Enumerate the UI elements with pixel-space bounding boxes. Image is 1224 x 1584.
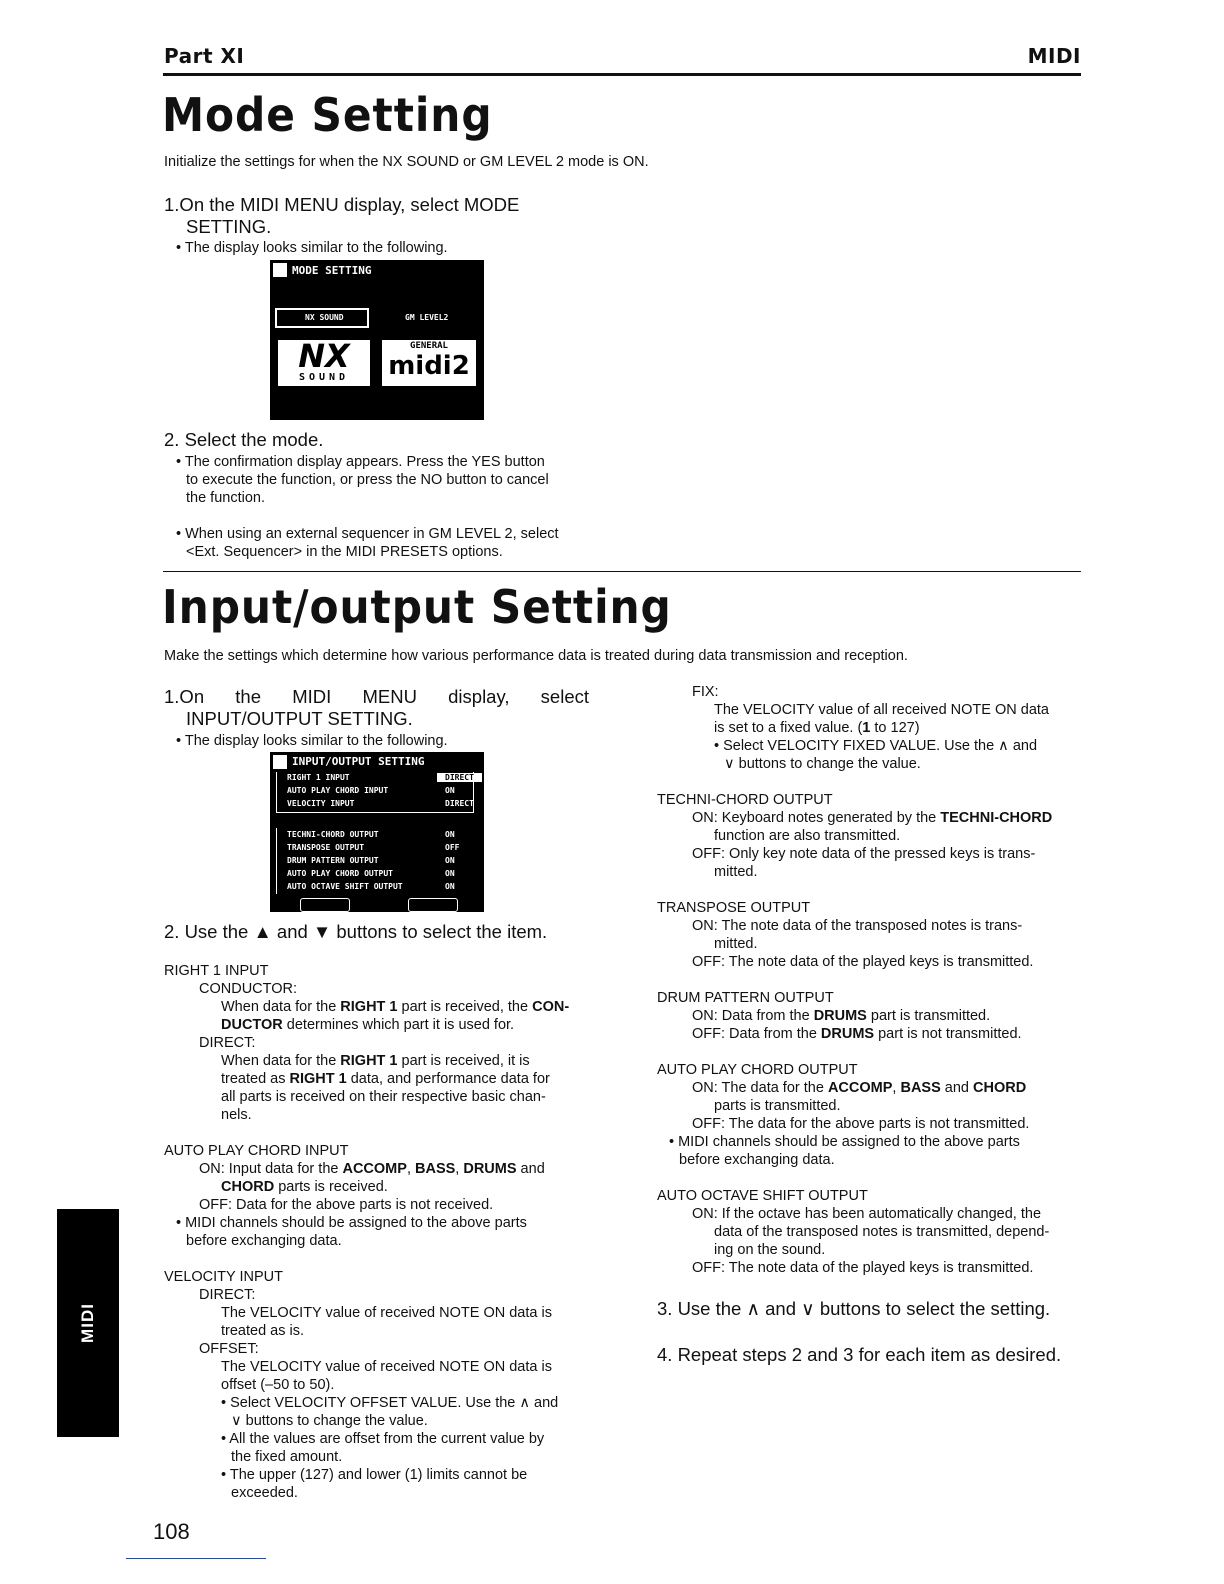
footer-rule xyxy=(126,1558,266,1559)
io-output-group: TECHNI-CHORD OUTPUT ON TRANSPOSE OUTPUT OFF DRUM PATTERN OUTPUT ON AUTO PLAY CHORD OUTPUT ON AUTO OCTAVE SHIFT OUTPUT ON xyxy=(276,828,473,894)
up-down-button-left[interactable] xyxy=(300,898,350,912)
techni-chord-output-section: TECHNI-CHORD OUTPUT ON: Keyboard notes generated by the TECHNI-CHORD function are also transmitted. OFF: Only key note data of the pressed keys is trans- mitted. xyxy=(657,792,1053,880)
nx-sound-logo: NX SOUND xyxy=(278,340,370,386)
mode-setting-display xyxy=(270,260,484,420)
right1-input-section: RIGHT 1 INPUT CONDUCTOR: When data for the RIGHT 1 part is received, the CON- DUCTOR determines which part it is used for. DIRECT: When data for the RIGHT 1 part is received, it is treated as RIGHT 1 data, and performance data for all parts is received on their respective basic chan- nels. xyxy=(164,963,570,1123)
header-rule xyxy=(163,73,1081,76)
mode-step2-bullet2: • When using an external sequencer in GM LEVEL 2, select <Ext. Sequencer> in the MIDI PRESETS options. xyxy=(176,526,559,560)
section-divider xyxy=(163,571,1081,572)
part-label: Part XI xyxy=(164,44,245,68)
io-display-title: INPUT/OUTPUT SETTING xyxy=(292,755,425,768)
transpose-output-section: TRANSPOSE OUTPUT ON: The note data of the transposed notes is trans- mitted. OFF: The note data of the played keys is transmitted. xyxy=(657,900,1034,970)
nx-icon xyxy=(273,263,287,277)
apco-section: AUTO PLAY CHORD OUTPUT ON: The data for the ACCOMP, BASS and CHORD parts is transmitted. OFF: The data for the above parts is not transmitted. • MIDI channels should be assigned to the above parts before exchanging data. xyxy=(657,1062,1030,1168)
midi-side-tab: MIDI xyxy=(57,1209,119,1437)
up-down-button-right[interactable] xyxy=(408,898,458,912)
io-step2: 2. Use the ▲ and ▼ buttons to select the item. xyxy=(164,921,548,942)
mode-step1-bullet: • The display looks similar to the following. xyxy=(176,240,448,256)
io-icon xyxy=(273,755,287,769)
io-step1-bullet: • The display looks similar to the following. xyxy=(176,733,448,749)
gm-level2-option: GM LEVEL2 xyxy=(405,313,449,322)
mode-setting-title: Mode Setting xyxy=(162,88,493,142)
io-intro: Make the settings which determine how various performance data is treated during data transmission and reception. xyxy=(164,648,908,664)
io-step4: 4. Repeat steps 2 and 3 for each item as desired. xyxy=(657,1344,1062,1365)
drum-pattern-output-section: DRUM PATTERN OUTPUT ON: Data from the DRUMS part is transmitted. OFF: Data from the DRUMS part is not transmitted. xyxy=(657,990,1022,1042)
nx-sound-option: NX SOUND xyxy=(275,308,369,328)
io-step3: 3. Use the ∧ and ∨ buttons to select the setting. xyxy=(657,1298,1051,1319)
io-setting-title: Input/output Setting xyxy=(162,580,672,634)
io-setting-display xyxy=(270,752,484,912)
gm2-logo: GENERAL midi2 xyxy=(382,340,476,386)
section-label: MIDI xyxy=(1027,44,1081,68)
io-input-group: RIGHT 1 INPUT DIRECT AUTO PLAY CHORD INPUT ON VELOCITY INPUT DIRECT xyxy=(276,772,474,813)
page-number: 108 xyxy=(153,1519,190,1544)
apci-section: AUTO PLAY CHORD INPUT ON: Input data for the ACCOMP, BASS, DRUMS and CHORD parts is received. OFF: Data for the above parts is not received. • MIDI channels should be assigned to the above parts before exchanging data. xyxy=(164,1143,545,1249)
display-title: MODE SETTING xyxy=(292,264,372,277)
mode-intro: Initialize the settings for when the NX SOUND or GM LEVEL 2 mode is ON. xyxy=(164,154,649,170)
velocity-fix-section: FIX: The VELOCITY value of all received NOTE ON data is set to a fixed value. (1 to 127) • Select VELOCITY FIXED VALUE. Use the ∧ and ∨ buttons to change the value. xyxy=(692,684,1049,772)
mode-step2: 2. Select the mode. xyxy=(164,429,324,450)
mode-step1: 1.On the MIDI MENU display, select MODE SETTING. xyxy=(164,194,520,237)
io-step1: 1.On the MIDI MENU display, select INPUT/OUTPUT SETTING. xyxy=(164,686,589,729)
mode-step2-bullet1: • The confirmation display appears. Press the YES button to execute the function, or press the NO button to cancel the function. xyxy=(176,454,549,506)
auto-octave-shift-output-section: AUTO OCTAVE SHIFT OUTPUT ON: If the octave has been automatically changed, the data of the transposed notes is transmitted, depend- ing on the sound. OFF: The note data of the played keys is transmitted. xyxy=(657,1188,1050,1276)
velocity-input-section: VELOCITY INPUT DIRECT: The VELOCITY value of received NOTE ON data is treated as is. OFFSET: The VELOCITY value of received NOTE ON data is offset (–50 to 50). • Select VELOCITY OFFSET VALUE. Use the ∧ and ∨ buttons to change the value. • All the values are offset from the current value by the fixed amount. • The upper (127) and lower (1) limits cannot be exceeded. xyxy=(164,1269,559,1501)
